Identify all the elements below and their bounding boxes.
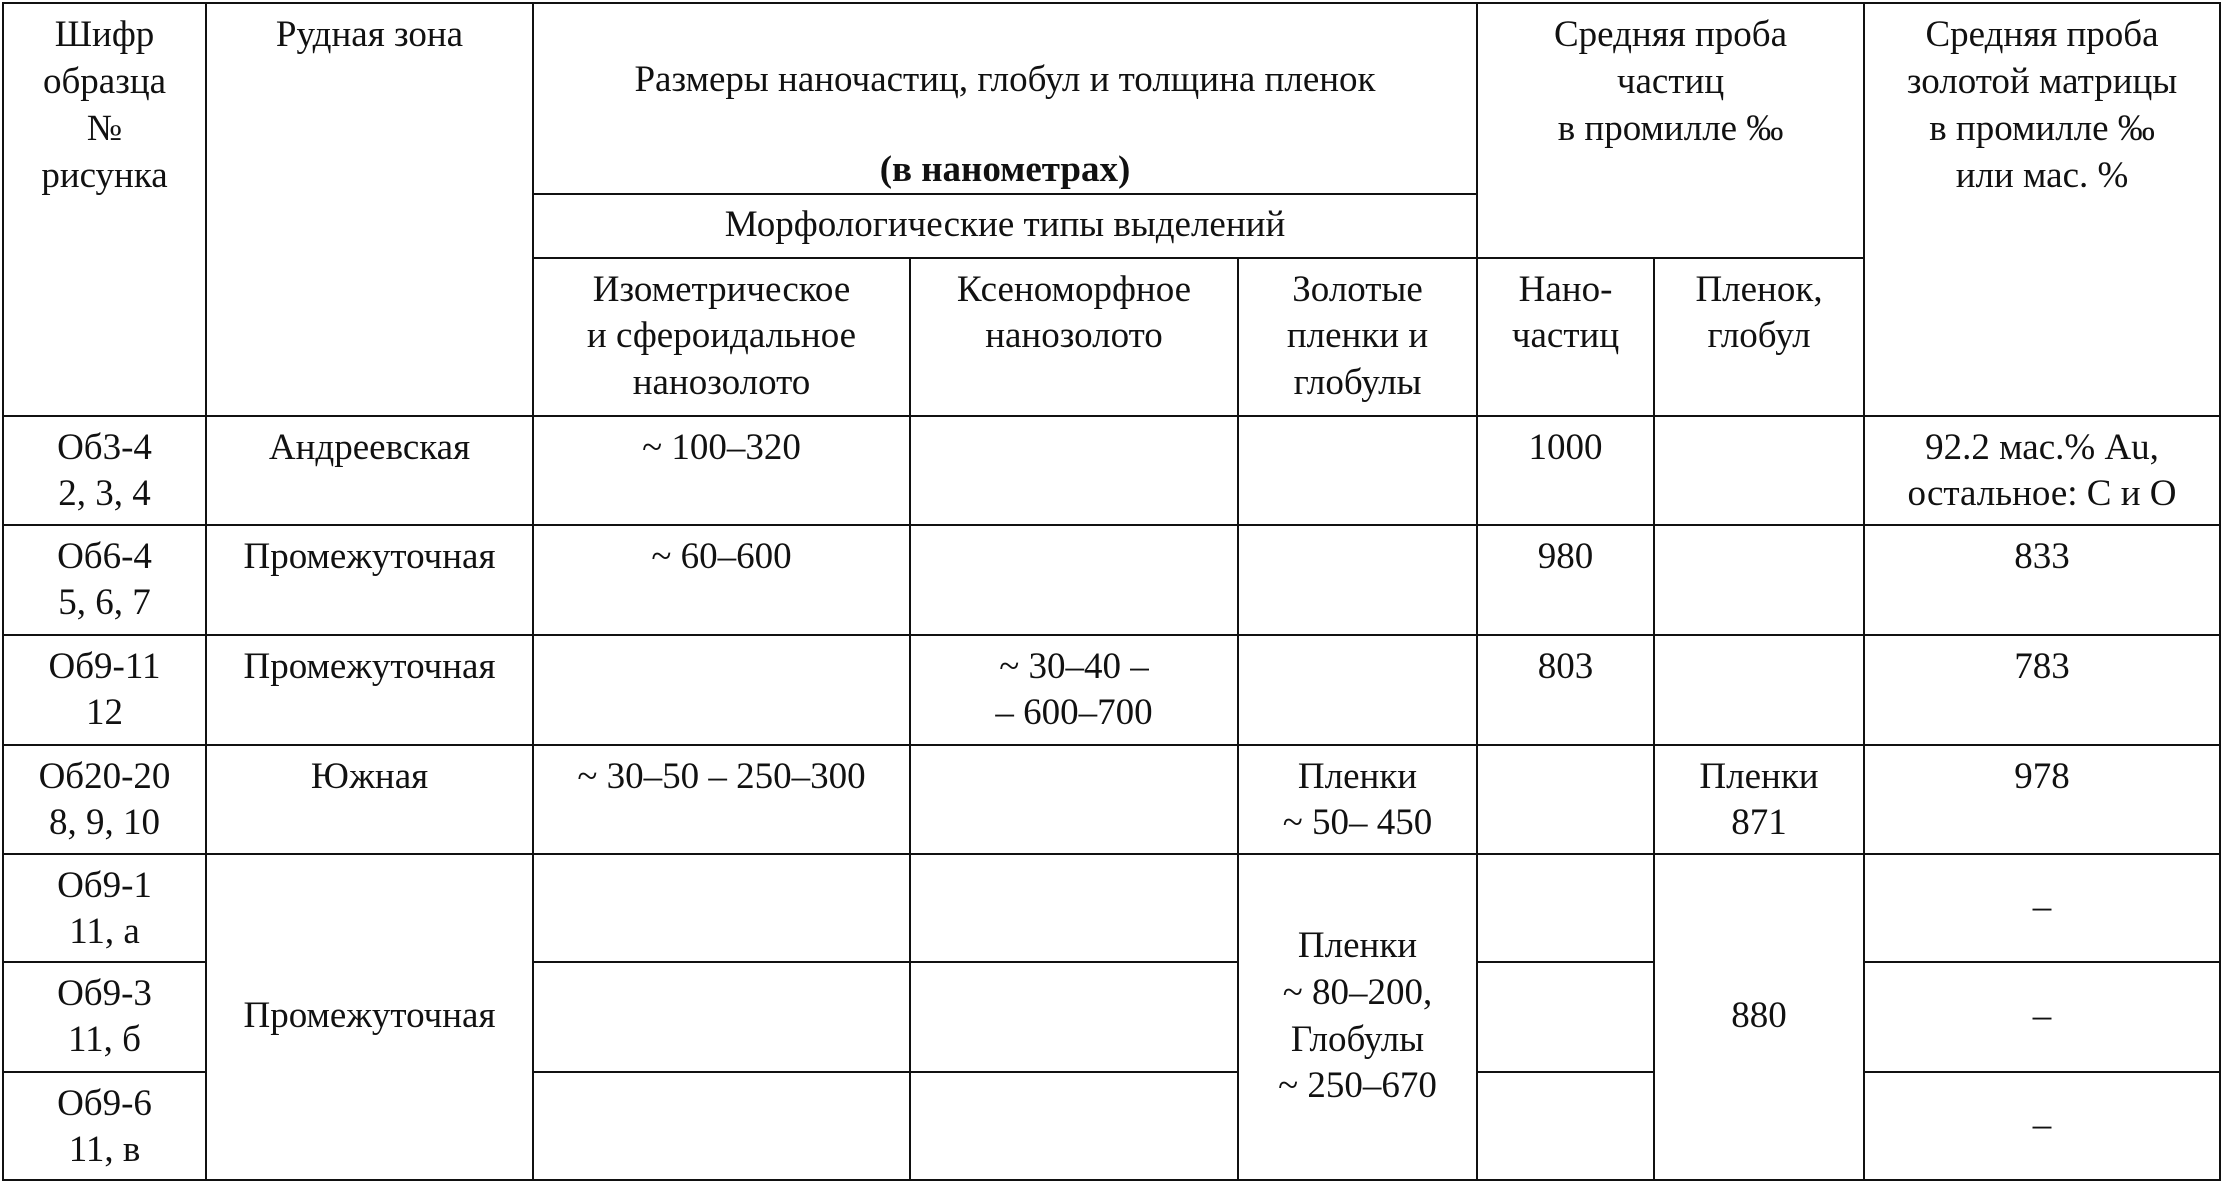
- header-sizes: [533, 3, 1477, 194]
- header-code: Шифр образца № рисунка: [3, 3, 206, 416]
- cell-xeno: ~ 30–40 – – 600–700: [910, 635, 1238, 745]
- cell-matrix: 833: [1864, 525, 2220, 635]
- cell-film-glob: [1654, 525, 1864, 635]
- cell-iso: [533, 635, 910, 745]
- header-films: Золотые пленки и глобулы: [1238, 258, 1477, 416]
- cell-nano: [1477, 1072, 1654, 1180]
- cell-matrix: –: [1864, 1072, 2220, 1180]
- cell-iso: ~ 30–50 – 250–300: [533, 745, 910, 854]
- cell-matrix: 783: [1864, 635, 2220, 745]
- cell-iso: [533, 1072, 910, 1180]
- cell-code: Об9-1 11, а: [3, 854, 206, 962]
- header-film-glob: Пленок, глобул: [1654, 258, 1864, 416]
- cell-code: Об3-4 2, 3, 4: [3, 416, 206, 525]
- cell-code: Об9-11 12: [3, 635, 206, 745]
- cell-film-glob: Пленки 871: [1654, 745, 1864, 854]
- cell-zone: Промежуточная: [206, 525, 533, 635]
- cell-iso: ~ 60–600: [533, 525, 910, 635]
- cell-film-glob: [1654, 416, 1864, 525]
- cell-nano: [1477, 962, 1654, 1072]
- cell-nano: 803: [1477, 635, 1654, 745]
- cell-code: Об20-20 8, 9, 10: [3, 745, 206, 854]
- table-row: [3, 525, 2220, 635]
- cell-zone: Промежуточная: [206, 635, 533, 745]
- cell-film-glob: [1654, 635, 1864, 745]
- header-sizes-line2: (в нанометрах): [879, 149, 1131, 191]
- cell-nano: [1477, 745, 1654, 854]
- cell-films-merged: Пленки ~ 80–200, Глобулы ~ 250–670: [1238, 854, 1477, 1180]
- cell-iso: ~ 100–320: [533, 416, 910, 525]
- header-avg-matrix: Средняя проба золотой матрицы в промилле ‰ или мас. %: [1864, 3, 2220, 416]
- cell-films: Пленки ~ 50– 450: [1238, 745, 1477, 854]
- cell-xeno: [910, 416, 1238, 525]
- data-table: [2, 2, 2221, 1181]
- cell-code: Об9-3 11, б: [3, 962, 206, 1072]
- table-row: [3, 854, 2220, 962]
- cell-xeno: [910, 962, 1238, 1072]
- cell-zone-merged: Промежуточная: [206, 854, 533, 1180]
- table-row: [3, 745, 2220, 854]
- header-iso: Изометрическое и сфероидальное нанозолото: [533, 258, 910, 416]
- cell-xeno: [910, 525, 1238, 635]
- header-nano: Нано- частиц: [1477, 258, 1654, 416]
- header-sizes-line1: Размеры наночастиц, глобул и толщина пленок: [634, 59, 1376, 101]
- cell-films: [1238, 525, 1477, 635]
- cell-film-glob-merged: 880: [1654, 854, 1864, 1180]
- header-zone: Рудная зона: [206, 3, 533, 416]
- table-row: [3, 416, 2220, 525]
- cell-xeno: [910, 745, 1238, 854]
- header-avg-particles: Средняя проба частиц в промилле ‰: [1477, 3, 1864, 258]
- table-row: [3, 635, 2220, 745]
- cell-matrix: –: [1864, 854, 2220, 962]
- cell-xeno: [910, 1072, 1238, 1180]
- cell-iso: [533, 854, 910, 962]
- cell-nano: 1000: [1477, 416, 1654, 525]
- cell-zone: Южная: [206, 745, 533, 854]
- cell-films: [1238, 635, 1477, 745]
- cell-matrix: 978: [1864, 745, 2220, 854]
- cell-matrix: –: [1864, 962, 2220, 1072]
- cell-films: [1238, 416, 1477, 525]
- cell-nano: 980: [1477, 525, 1654, 635]
- cell-zone: Андреевская: [206, 416, 533, 525]
- cell-code: Об9-6 11, в: [3, 1072, 206, 1180]
- cell-xeno: [910, 854, 1238, 962]
- cell-code: Об6-4 5, 6, 7: [3, 525, 206, 635]
- cell-nano: [1477, 854, 1654, 962]
- cell-matrix: 92.2 мас.% Au, остальное: C и O: [1864, 416, 2220, 525]
- header-xeno: Ксеноморфное нанозолото: [910, 258, 1238, 416]
- header-morph: Морфологические типы выделений: [533, 194, 1477, 258]
- cell-iso: [533, 962, 910, 1072]
